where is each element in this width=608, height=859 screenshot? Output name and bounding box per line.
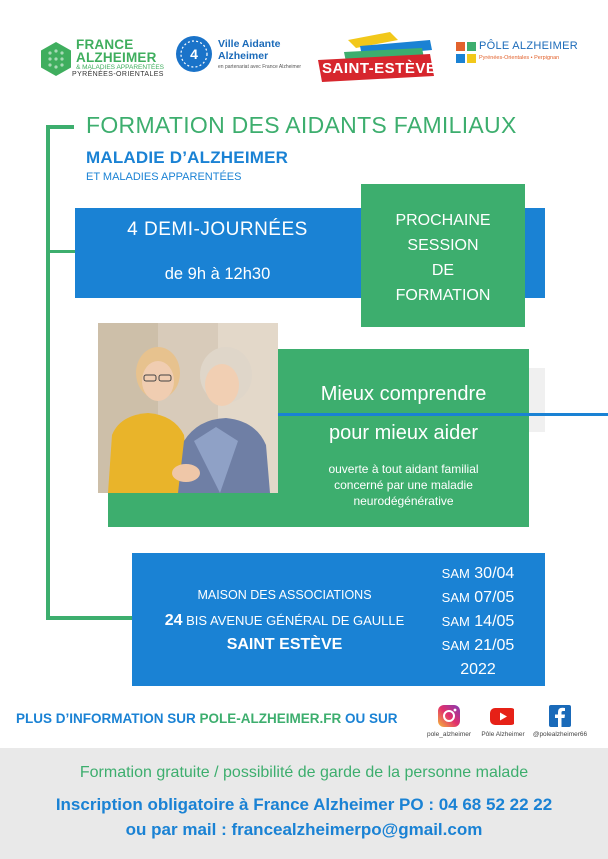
- info-website-link[interactable]: POLE-ALZHEIMER.FR: [199, 711, 342, 726]
- hexagon-logo-icon: [40, 41, 72, 77]
- pole-alzheimer-subtitle: Pyrénées-Orientales • Perpignan: [479, 55, 560, 61]
- footer-free-training: Formation gratuite / possibilité de garde de la personne malade: [79, 764, 529, 781]
- instagram-icon: [437, 704, 461, 728]
- logo-line: ALZHEIMER: [76, 50, 157, 65]
- date-value: 14/05: [474, 613, 515, 630]
- venue-city: SAINT ESTÈVE: [226, 636, 343, 653]
- info-prefix: PLUS D’INFORMATION SUR: [16, 711, 196, 726]
- france-alzheimer-wordmark: [76, 38, 164, 72]
- next-session-line: FORMATION: [395, 287, 491, 304]
- slogan-description-line: concerné par une maladie: [334, 478, 473, 492]
- info-suffix: OU SUR: [345, 711, 398, 726]
- next-session-line: SESSION: [407, 237, 479, 254]
- venue-address-number: 24: [164, 612, 183, 629]
- session-date: [428, 610, 528, 634]
- venue-address: [132, 612, 437, 630]
- next-session-line: DE: [431, 262, 455, 279]
- session-date: [428, 562, 528, 586]
- slogan-description-line: neurodégénérative: [353, 494, 454, 508]
- next-session-line: PROCHAINE: [395, 212, 491, 229]
- logo-line: Ville Aidante: [218, 38, 281, 50]
- date-value: 30/04: [474, 565, 515, 582]
- saint-esteve-emblem-icon: [318, 30, 436, 88]
- slogan-description-line: ouverte à tout aidant familial: [328, 462, 479, 476]
- session-date: [428, 586, 528, 610]
- photo-two-women: [98, 323, 278, 493]
- date-day: SAM: [441, 614, 470, 629]
- youtube-icon: [490, 704, 514, 728]
- page-title: FORMATION DES AIDANTS FAMILIAUX: [86, 112, 517, 138]
- frame-line-left: [46, 125, 50, 620]
- blue-accent-line: [278, 413, 608, 416]
- date-day: SAM: [441, 566, 470, 581]
- logo-line: Alzheimer: [218, 50, 269, 62]
- slogan-line-2: pour mieux aider: [329, 422, 478, 444]
- social-label: pole_alzheimer: [426, 731, 472, 738]
- slogan-line-1: Mieux comprendre: [320, 383, 487, 405]
- footer-registration-phone: Inscription obligatoire à France Alzheimer PO : 04 68 52 22 22: [55, 795, 553, 814]
- page-subtitle-secondary: ET MALADIES APPARENTÉES: [86, 171, 242, 183]
- ville-aidante-icon: [176, 36, 212, 72]
- ville-aidante-wordmark: [218, 38, 280, 62]
- saint-esteve-wordmark: SAINT-ESTÈVE: [322, 60, 437, 77]
- session-date: [428, 634, 528, 658]
- session-hours: de 9h à 12h30: [164, 265, 271, 283]
- logo-line: FRANCE: [76, 37, 134, 52]
- date-value: 07/05: [474, 589, 515, 606]
- venue-name: MAISON DES ASSOCIATIONS: [197, 588, 372, 602]
- session-dates: [428, 562, 528, 682]
- social-label: Pôle Alzheimer: [481, 731, 525, 738]
- logo-line: & MALADIES APPARENTÉES: [76, 64, 165, 71]
- pole-alzheimer-icon: [455, 40, 477, 66]
- slogan-description: [278, 461, 529, 509]
- venue-address-street: BIS AVENUE GÉNÉRAL DE GAULLE: [186, 613, 405, 628]
- date-value: 21/05: [474, 637, 515, 654]
- frame-line-bottom: [46, 616, 132, 620]
- svg-text:4: 4: [190, 46, 198, 62]
- logo-subtitle: en partenariat avec France Alzheimer: [218, 64, 302, 70]
- social-label: @polealzheimer66: [532, 731, 588, 738]
- session-year: 2022: [460, 661, 496, 678]
- date-day: SAM: [441, 638, 470, 653]
- next-session-label: [361, 208, 525, 308]
- logo-region: PYRÉNÉES-ORIENTALES: [72, 71, 164, 78]
- facebook-icon: [548, 704, 572, 728]
- info-line: [16, 711, 398, 726]
- pole-alzheimer-title: PÔLE ALZHEIMER: [479, 40, 578, 52]
- frame-line-top: [46, 125, 74, 129]
- page-subtitle: MALADIE D’ALZHEIMER: [86, 148, 289, 167]
- session-duration: 4 DEMI-JOURNÉES: [127, 219, 308, 240]
- footer-registration-email: ou par mail : francealzheimerpo@gmail.com: [125, 820, 483, 839]
- date-day: SAM: [441, 590, 470, 605]
